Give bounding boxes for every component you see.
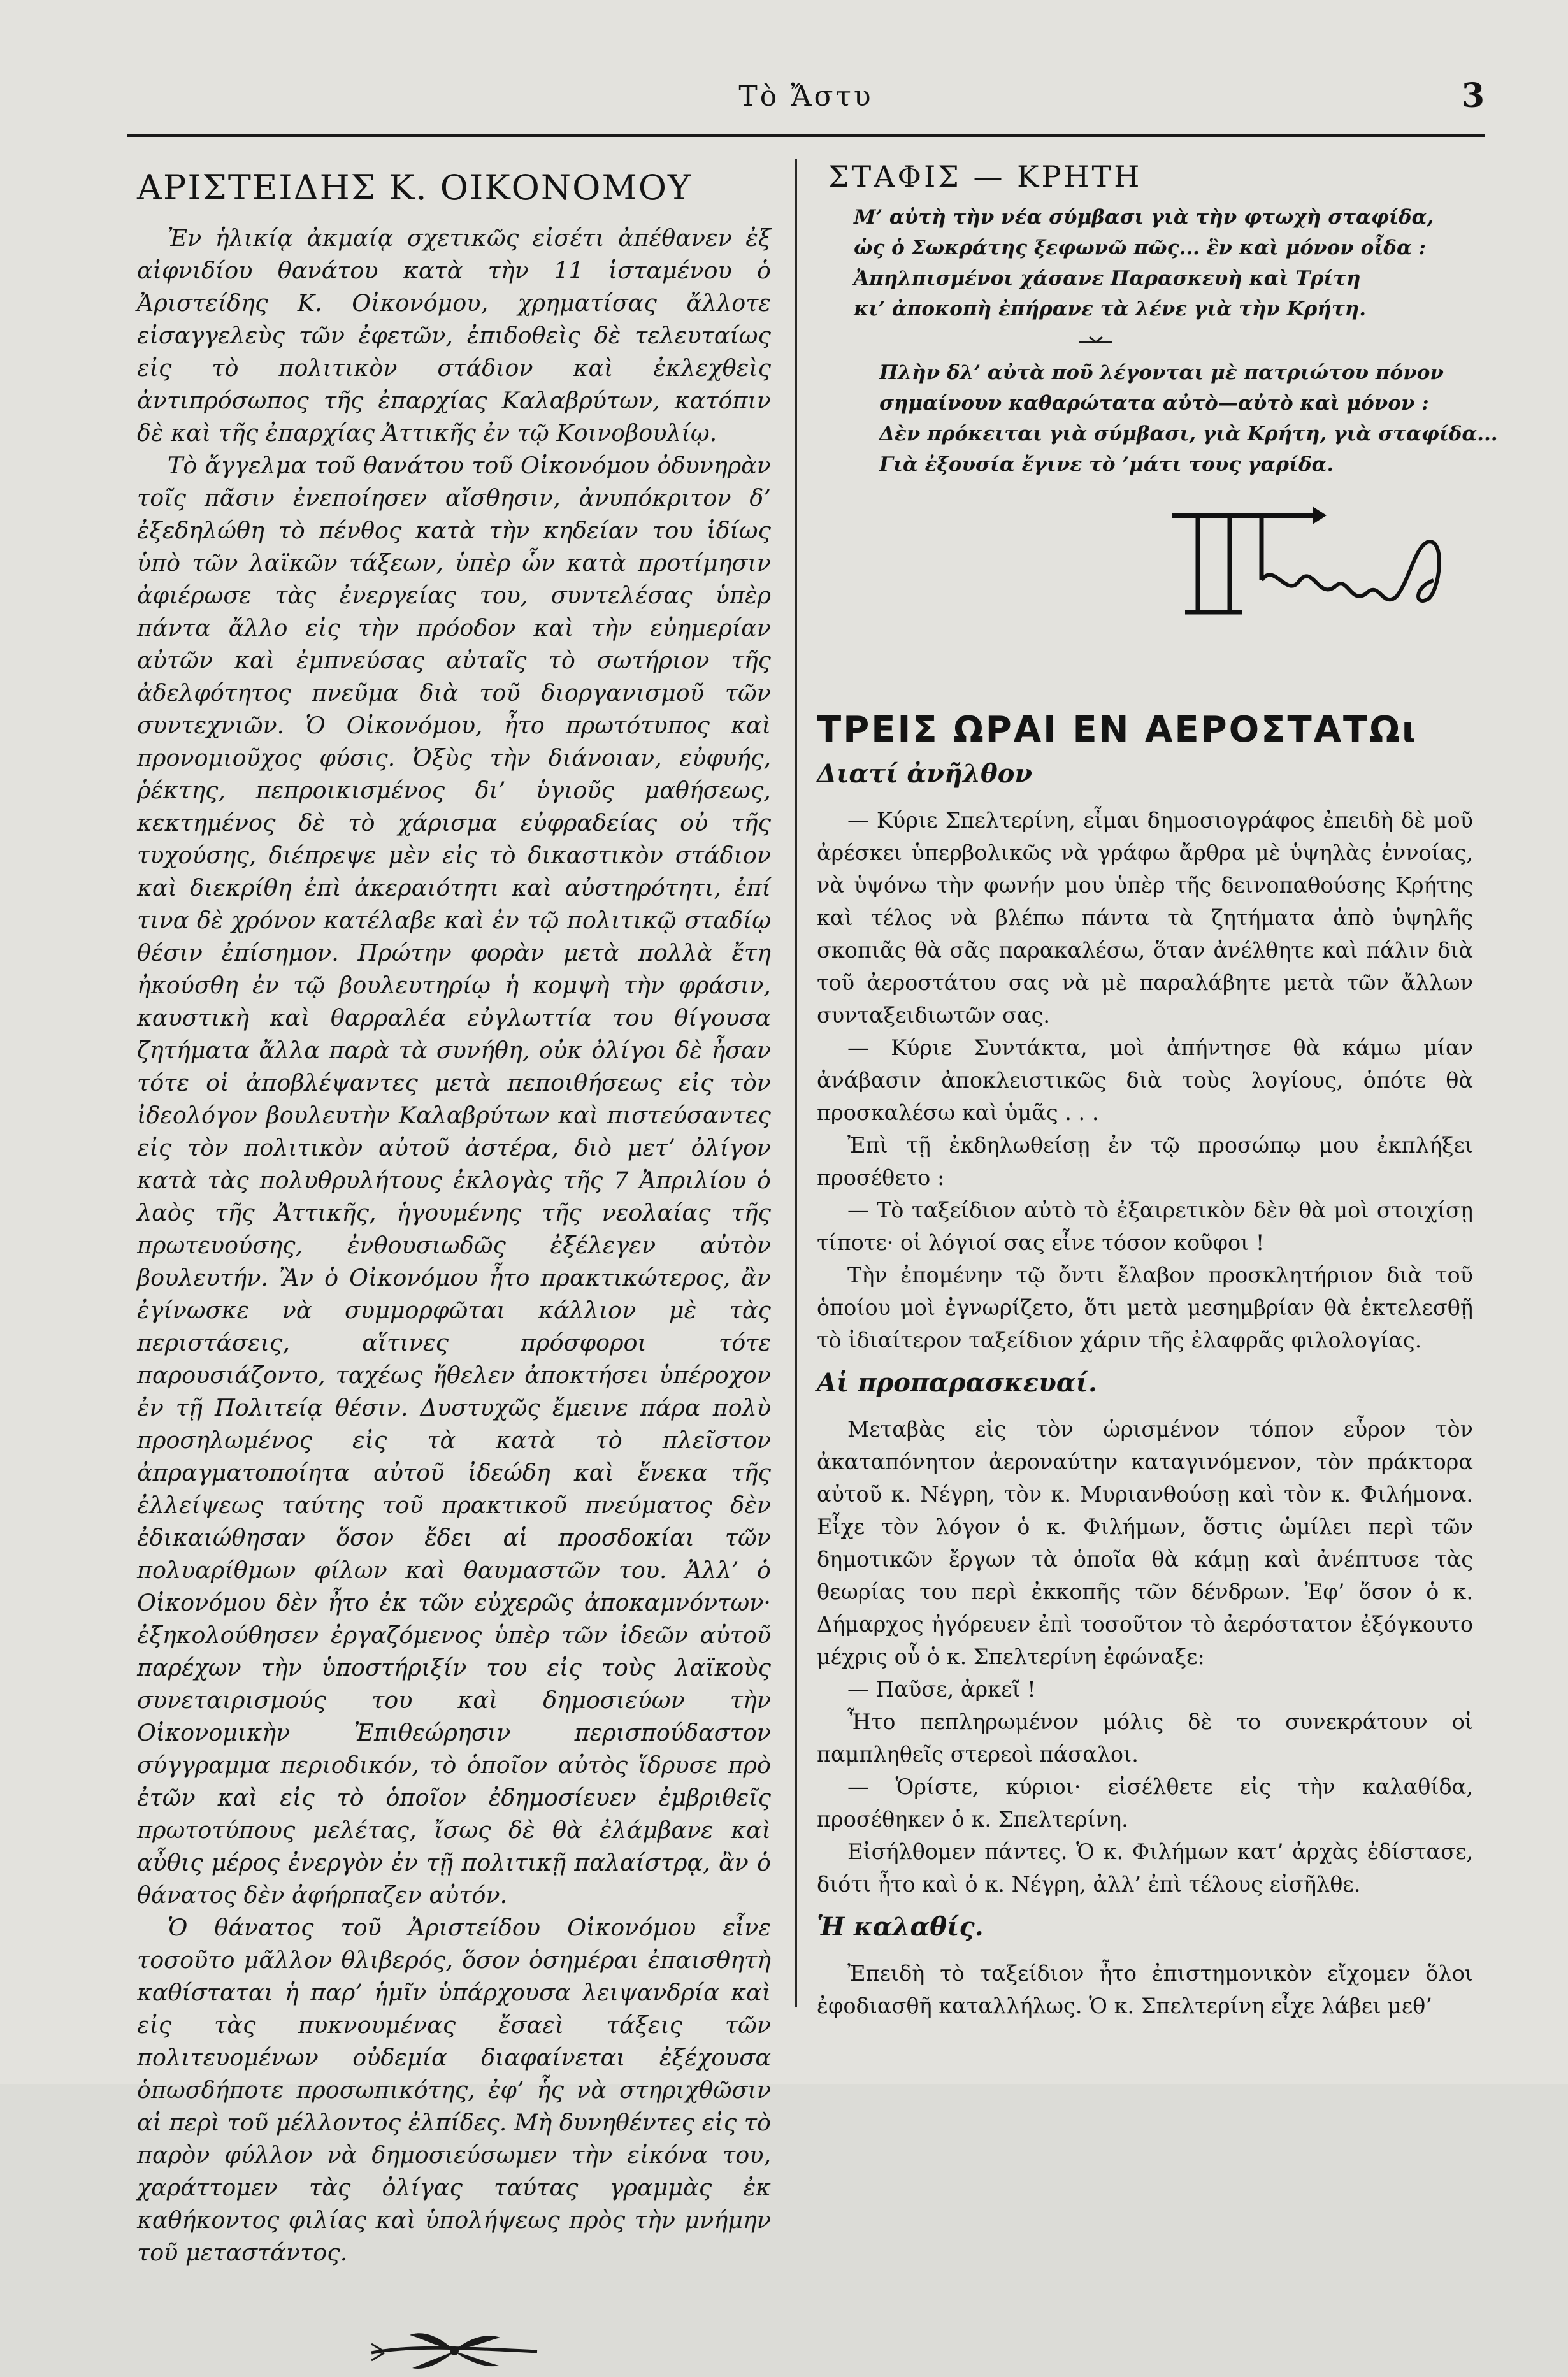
left-column	[137, 158, 771, 2377]
poem-line: Ἀπηλπισμένοι χάσανε Παρασκευὴ καὶ Τρίτη	[854, 267, 1361, 290]
header-rule	[127, 134, 1485, 137]
poem-stanza-2	[828, 357, 1498, 480]
leaf-sprig-ornament-icon	[359, 2326, 550, 2377]
poem-line: Δὲν πρόκειται γιὰ σύμβασι, γιὰ Κρήτη, γιὰ σταφίδα...	[879, 422, 1498, 445]
article-paragraph: Ἐπειδὴ τὸ ταξείδιον ἦτο ἐπιστημονικὸν εἴχομεν ὅλοι ἐφοδιασθῆ καταλλήλως. Ὁ κ. Σπελτερίνη εἶχε λάβει μεθ’	[817, 1961, 1473, 2018]
article-paragraph: — Κύριε Συντάκτα, μοὶ ἀπήντησε θὰ κάμω μίαν ἀνάβασιν ἀποκλειστικῶς διὰ τοὺς λογίους, ὁπότε θὰ προσκαλέσω καὶ ὑμᾶς . . .	[817, 1035, 1473, 1125]
poem-line: κι’ ἀποκοπὴ ἐπήρανε τὰ λένε γιὰ τὴν Κρήτη.	[854, 298, 1367, 320]
article-paragraph: Τὴν ἐπομένην τῷ ὄντι ἔλαβον προσκλητήριον διὰ τοῦ ὁποίου μοὶ ἐγνωρίζετο, ὅτι μετὰ μεσημβρίαν θὰ ἐκτελεσθῇ τὸ ἰδιαίτερον ταξείδιον χάριν τῆς ἐλαφρᾶς φιλολογίας.	[817, 1263, 1473, 1353]
article-paragraph: Εἰσήλθομεν πάντες. Ὁ κ. Φιλήμων κατ’ ἀρχὰς ἐδίστασε, διότι ἦτο καὶ ὁ κ. Νέγρη, ἀλλ’ ἐπὶ τέλους εἰσῆλθε.	[817, 1839, 1473, 1897]
poem-line: Γιὰ ἐξουσία ἔγινε τὸ ’μάτι τους γαρίδα.	[879, 453, 1334, 476]
section-heading: Αἱ προπαρασκευαί.	[817, 1368, 1097, 1398]
section-heading: Ἡ καλαθίς.	[817, 1912, 984, 1942]
section-heading: Διατί ἀνῆλθον	[817, 759, 1033, 789]
poem-section	[828, 158, 1498, 631]
pitchfork-signature-icon	[1160, 504, 1465, 631]
balloon-headline: ΤΡΕΙΣ ΩΡΑΙ ΕΝ ΑΕΡΟΣΤΑΤΩι	[817, 709, 1418, 750]
poem-title: ΣΤΑΦΙΣ — ΚΡΗΤΗ	[828, 159, 1142, 194]
obituary-paragraph: Ἐν ἡλικίᾳ ἀκμαίᾳ σχετικῶς εἰσέτι ἀπέθανεν ἐξ αἰφνιδίου θανάτου κατὰ τὴν 11 ἱσταμένου ὁ Ἀριστείδης Κ. Οἰκονόμου, χρηματίσας ἄλλοτε εἰσαγγελεὺς τῶν ἐφετῶν, ἐπιδοθεὶς δὲ τελευταίως εἰς τὸ πολιτικὸν στάδιον καὶ ἐκλεχθεὶς ἀντιπρόσωπος τῆς ἐπαρχίας Καλαβρύτων, κατόπιν δὲ καὶ τῆς ἐπαρχίας Ἀττικῆς ἐν τῷ Κοινοβουλίῳ.	[137, 224, 771, 447]
poem-line: σημαίνουν καθαρώτατα αὐτὸ—αὐτὸ καὶ μόνον :	[879, 392, 1429, 415]
article-paragraph: — Ὁρίστε, κύριοι· εἰσέλθετε εἰς τὴν καλαθίδα, προσέθηκεν ὁ κ. Σπελτερίνη.	[817, 1774, 1473, 1832]
poem-stanza-1	[828, 202, 1434, 324]
running-title: Τὸ Ἄστυ	[738, 80, 874, 113]
poem-line: Πλὴν δλ’ αὐτὰ ποῦ λέγονται μὲ πατριώτου πόνον	[879, 361, 1444, 384]
article-paragraph: Ἦτο πεπληρωμένον μόλις δὲ το συνεκράτουν οἱ παμπληθεῖς στερεοὶ πάσαλοι.	[817, 1709, 1473, 1767]
obituary-title: ΑΡΙΣΤΕΙΔΗΣ Κ. ΟΙΚΟΝΟΜΟΥ	[137, 168, 692, 208]
obituary-paragraph: Τὸ ἄγγελμα τοῦ θανάτου τοῦ Οἰκονόμου ὀδυνηρὰν τοῖς πᾶσιν ἐνεποίησεν αἴσθησιν, ἀνυπόκριτον δ’ ἐξεδηλώθη τὸ πένθος κατὰ τὴν κηδείαν του ἰδίως ὑπὸ τῶν λαϊκῶν τάξεων, ὑπὲρ ὧν κατὰ προτίμησιν ἀφιέρωσε τὰς ἐνεργείας του, συντελέσας ὑπὲρ πάντα ἄλλο εἰς τὴν πρόοδον καὶ τὴν εὐημερίαν αὐτῶν καὶ ἐμπνεύσας αὐταῖς τὸ σωτήριον τῆς ἀδελφότητος πνεῦμα διὰ τοῦ διοργανισμοῦ τῶν συντεχνιῶν. Ὁ Οἰκονόμου, ἦτο πρωτότυπος καὶ προνομιοῦχος φύσις. Ὀξὺς τὴν διάνοιαν, εὐφυής, ῥέκτης, πεπροικισμένος δι’ ὑγιοῦς μαθήσεως, κεκτημένος δὲ τὸ χάρισμα εὐφραδείας οὐ τῆς τυχούσης, διέπρεψε μὲν εἰς τὸ δικαστικὸν στάδιον καὶ διεκρίθη ἐπὶ ἀκεραιότητι καὶ αὐστηρότητι, ἐπί τινα δὲ χρόνον κατέλαβε καὶ ἐν τῷ πολιτικῷ σταδίῳ θέσιν ἐπίσημον. Πρώτην φορὰν μετὰ πολλὰ ἔτη ἠκούσθη ἐν τῷ βουλευτηρίῳ ἡ κομψὴ τὴν φράσιν, καυστικὴ καὶ θαρραλέα εὐγλωττία του θίγουσα ζητήματα ἄλλα παρὰ τὰ συνήθη, οὐκ ὀλίγοι δὲ ἦσαν τότε οἱ ἀποβλέψαντες μετὰ πεποιθήσεως εἰς τὸν ἰδεολόγον βουλευτὴν Καλαβρύτων καὶ πιστεύσαντες εἰς τὸν πολιτικὸν αὐτοῦ ἀστέρα, διὸ μετ’ ὀλίγον κατὰ τὰς πολυθρυλήτους ἐκλογὰς τῆς 7 Ἀπριλίου ὁ λαὸς τῆς Ἀττικῆς, ἡγουμένης τῆς νεολαίας τῆς πρωτευούσης, ἐνθουσιωδῶς ἐξέλεγεν αὐτὸν βουλευτήν. Ἂν ὁ Οἰκονόμου ἦτο πρακτικώτερος, ἂν ἐγίνωσκε νὰ συμμορφῶται κάλλιον μὲ τὰς περιστάσεις, αἵτινες πρόσφοροι τότε παρουσιάζοντο, ταχέως ἤθελεν ἀποκτήσει ὑπέροχον ἐν τῇ Πολιτείᾳ θέσιν. Δυστυχῶς ἔμεινε πάρα πολὺ προσηλωμένος εἰς τὰ κατὰ τὸ πλεῖστον ἀπραγματοποίητα αὐτοῦ ἰδεώδη καὶ ἕνεκα τῆς ἐλλείψεως ταύτης τοῦ πρακτικοῦ πνεύματος δὲν ἐδικαιώθησαν ὅσον ἔδει αἱ προσδοκίαι τῶν πολυαρίθμων φίλων καὶ θαυμαστῶν του. Ἀλλ’ ὁ Οἰκονόμου δὲν ἦτο ἐκ τῶν εὐχερῶς ἀποκαμνόντων· ἐξηκολούθησεν ἐργαζόμενος ὑπὲρ τῶν ἰδεῶν αὐτοῦ παρέχων τὴν ὑποστήριξίν του εἰς τοὺς λαϊκοὺς συνεταιρισμούς του καὶ δημοσιεύων τὴν Οἰκονομικὴν Ἐπιθεώρησιν περισπούδαστον σύγγραμμα περιοδικόν, τὸ ὁποῖον αὐτὸς ἵδρυσε πρὸ ἐτῶν καὶ εἰς τὸ ὁποῖον ἐδημοσίευεν ἐμβριθεῖς πρωτοτύπους μελέτας, ἴσως δὲ θὰ ἐλάμβανε καὶ αὖθις μέρος ἐνεργὸν ἐν τῇ πολιτικῇ παλαίστρᾳ, ἂν ὁ θάνατος δὲν ἀφήρπαζεν αὐτόν.	[137, 452, 771, 1909]
small-flourish-icon	[1077, 333, 1115, 348]
article-paragraph: — Κύριε Σπελτερίνη, εἶμαι δημοσιογράφος ἐπειδὴ δὲ μοῦ ἀρέσκει ὑπερβολικῶς νὰ γράφω ἄρθρα μὲ ὑψηλὰς ἐννοίας, νὰ ὑψόνω τὴν φωνήν μου ὑπὲρ τῆς δεινοπαθούσης Κρήτης καὶ τέλος νὰ βλέπω πάντα τὰ ζητήματα ἀπὸ ὑψηλῆς σκοπιᾶς θὰ σᾶς παρακαλέσω, ὅταν ἀνέλθητε καὶ πάλιν διὰ τοῦ ἀεροστάτου σας νὰ μὲ παραλάβητε μετὰ τῶν ἄλλων συνταξειδιωτῶν σας.	[817, 808, 1473, 1028]
running-header	[127, 76, 1485, 121]
article-paragraph: — Παῦσε, ἀρκεῖ !	[847, 1677, 1036, 1702]
article-paragraph: Ἐπὶ τῇ ἐκδηλωθείσῃ ἐν τῷ προσώπῳ μου ἐκπλήξει προσέθετο :	[817, 1133, 1473, 1190]
article-paragraph: Μεταβὰς εἰς τὸν ὡρισμένον τόπον εὗρον τὸν ἀκαταπόνητον ἀεροναύτην καταγινόμενον, τὸν πράκτορα αὐτοῦ κ. Νέγρη, τὸν κ. Μυριανθούσῃ καὶ τὸν κ. Φιλήμονα. Εἶχε τὸν λόγον ὁ κ. Φιλήμων, ὅστις ὡμίλει περὶ τῶν δημοτικῶν ἔργων τὰ ὁποῖα θὰ κάμῃ καὶ ἀνέπτυσε τὰς θεωρίας του περὶ ἐκκοπῆς τῶν δένδρων. Ἐφ’ ὅσον ὁ κ. Δήμαρχος ἠγόρευεν ἐπὶ τοσοῦτον τὸ ἀερόστατον ἐξόγκουτο μέχρις οὗ ὁ κ. Σπελτερίνη ἐφώναξε:	[817, 1417, 1473, 1669]
balloon-article	[817, 709, 1473, 2022]
obituary-paragraph: Ὁ θάνατος τοῦ Ἀριστείδου Οἰκονόμου εἶνε τοσοῦτο μᾶλλον θλιβερός, ὅσον ὁσημέραι ἐπαισθητὴ καθίσταται ἡ παρ’ ἡμῖν ὑπάρχουσα λειψανδρία καὶ εἰς τὰς πυκνουμένας ἔσαεὶ τάξεις τῶν πολιτευομένων οὐδεμία διαφαίνεται ἐξέχουσα ὁπωσδήποτε προσωπικότης, ἐφ’ ἧς νὰ στηριχθῶσιν αἱ περὶ τοῦ μέλλοντος ἐλπίδες. Μὴ δυνηθέντες εἰς τὸ παρὸν φύλλον νὰ δημοσιεύσωμεν τὴν εἰκόνα του, χαράττομεν τὰς ὀλίγας ταύτας γραμμὰς ἐκ καθήκοντος φιλίας καὶ ὑπολήψεως πρὸς τὴν μνήμην τοῦ μεταστάντος.	[137, 1914, 771, 2266]
poem-line: ὡς ὁ Σωκράτης ξεφωνῶ πῶς... ἓν καὶ μόνον οἶδα :	[854, 236, 1427, 259]
article-paragraph: — Τὸ ταξείδιον αὐτὸ τὸ ἐξαιρετικὸν δὲν θὰ μοὶ στοιχίσῃ τίποτε· οἱ λόγιοί σας εἶνε τόσον κοῦφοι !	[817, 1198, 1473, 1255]
poem-line: Μ’ αὐτὴ τὴν νέα σύμβασι γιὰ τὴν φτωχὴ σταφίδα,	[854, 206, 1434, 229]
column-rule	[795, 159, 797, 2007]
page-number: 3	[1461, 76, 1485, 115]
